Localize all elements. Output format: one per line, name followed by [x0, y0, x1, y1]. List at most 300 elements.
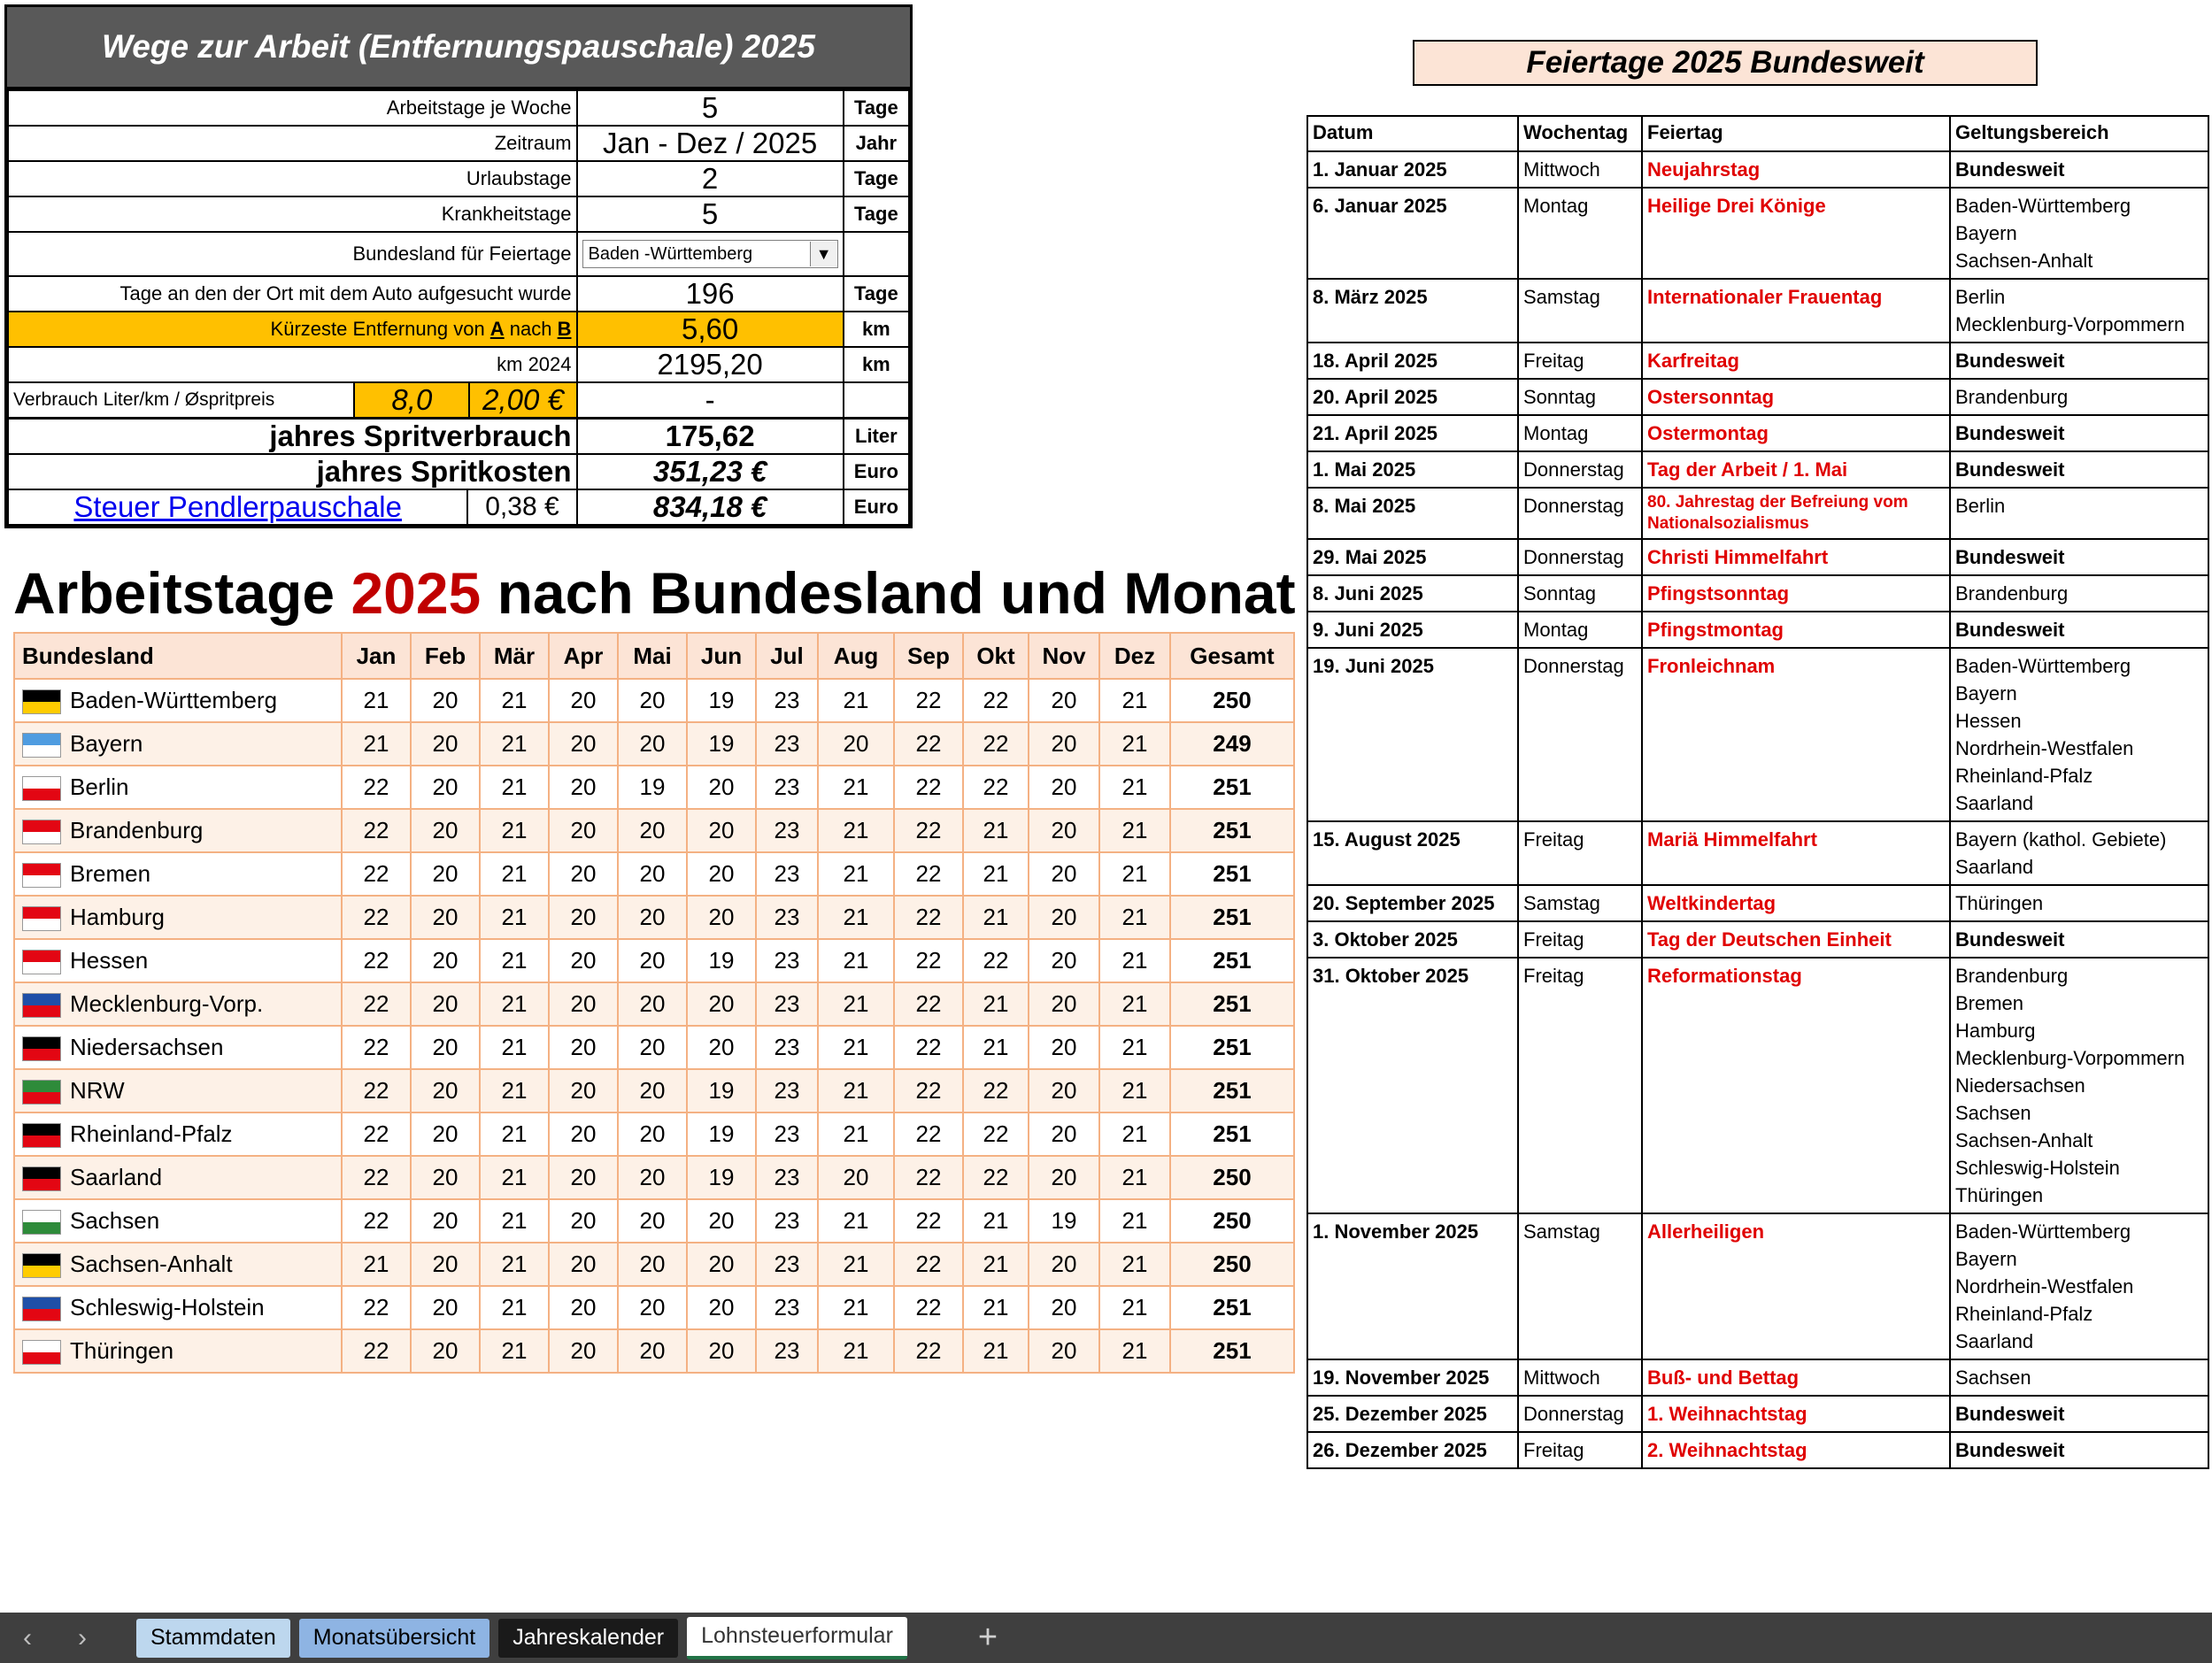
- holiday-date: 6. Januar 2025: [1307, 188, 1518, 279]
- table-row: [1307, 415, 2208, 451]
- month-value: 20: [411, 1113, 480, 1156]
- spritkosten-value: 351,23 €: [577, 454, 844, 489]
- month-value: 20: [687, 852, 756, 896]
- month-value: 20: [549, 766, 618, 809]
- column-header: Feb: [411, 633, 480, 679]
- month-value: 22: [342, 1026, 411, 1069]
- table-row: [1307, 1213, 2208, 1359]
- month-value: 21: [480, 1026, 549, 1069]
- holiday-scope: [1950, 151, 2208, 188]
- month-value: 20: [411, 896, 480, 939]
- add-sheet-icon[interactable]: +: [977, 1619, 998, 1656]
- month-value: 20: [1029, 679, 1099, 722]
- flag-icon: [22, 1166, 61, 1191]
- total-value: 250: [1170, 679, 1294, 722]
- workdays-heading: [13, 559, 1296, 627]
- month-value: 20: [549, 722, 618, 766]
- month-value: 20: [1029, 1069, 1099, 1113]
- month-value: 21: [480, 896, 549, 939]
- table-row: [1307, 1359, 2208, 1396]
- month-value: 21: [1099, 1329, 1170, 1373]
- bundesland-cell: [14, 1156, 342, 1199]
- calc-unit: Tage: [844, 161, 909, 196]
- month-value: 22: [342, 939, 411, 982]
- flag-icon: [22, 1080, 61, 1105]
- scope-item: Rheinland-Pfalz: [1955, 765, 2093, 787]
- table-row: [1307, 451, 2208, 488]
- calc-row-distance: [8, 312, 909, 347]
- month-value: 21: [818, 852, 894, 896]
- distance-label-text: Kürzeste Entfernung von: [270, 318, 490, 340]
- scope-item: Niedersachsen: [1955, 1074, 2085, 1097]
- tab-stammdaten[interactable]: Stammdaten: [136, 1619, 290, 1658]
- holiday-date: 18. April 2025: [1307, 343, 1518, 379]
- empty-cell: [844, 232, 909, 276]
- month-value: 21: [818, 679, 894, 722]
- month-value: 23: [756, 1156, 818, 1199]
- table-row: [1307, 279, 2208, 343]
- holiday-weekday: Mittwoch: [1518, 1359, 1642, 1396]
- bundesland-selected: Baden -Württemberg: [588, 243, 753, 264]
- spritpreis-input[interactable]: 2,00 €: [469, 383, 575, 417]
- month-value: 21: [1099, 1069, 1170, 1113]
- spritverbrauch-label: jahres Spritverbrauch: [8, 419, 577, 455]
- bundesland-cell: [14, 982, 342, 1026]
- month-value: 20: [1029, 809, 1099, 852]
- calc-input-distance[interactable]: 5,60: [577, 312, 844, 347]
- bundesland-name: Berlin: [70, 773, 129, 800]
- holiday-scope: [1950, 921, 2208, 958]
- month-value: 20: [687, 1243, 756, 1286]
- month-value: 20: [411, 1199, 480, 1243]
- bundesland-name: Bremen: [70, 859, 151, 887]
- calc-input-arbeitstage[interactable]: 5: [577, 90, 844, 126]
- calc-label: Krankheitstage: [8, 196, 577, 232]
- holiday-weekday: Montag: [1518, 612, 1642, 648]
- month-value: 20: [687, 1286, 756, 1329]
- month-value: 22: [342, 1113, 411, 1156]
- holiday-name: Internationaler Frauentag: [1642, 279, 1950, 343]
- month-value: 21: [963, 896, 1029, 939]
- month-value: 21: [1099, 1156, 1170, 1199]
- month-value: 21: [480, 679, 549, 722]
- month-value: 21: [963, 852, 1029, 896]
- month-value: 20: [618, 1243, 687, 1286]
- prev-sheet-icon[interactable]: ‹: [23, 1622, 32, 1652]
- holiday-date: 26. Dezember 2025: [1307, 1432, 1518, 1468]
- calc-row-krank: [8, 196, 909, 232]
- spritverbrauch-value: 175,62: [577, 419, 844, 455]
- verbrauch-subrow: [9, 383, 576, 417]
- scope-item: Rheinland-Pfalz: [1955, 1303, 2093, 1325]
- distance-point-a: A: [489, 318, 505, 340]
- month-value: 20: [1029, 1286, 1099, 1329]
- month-value: 21: [1099, 809, 1170, 852]
- holiday-name: Ostersonntag: [1642, 379, 1950, 415]
- table-row: [14, 1113, 1294, 1156]
- scope-item: Thüringen: [1955, 892, 2044, 914]
- tab-jahreskalender[interactable]: Jahreskalender: [498, 1619, 678, 1658]
- scope-item: Bundesweit: [1955, 1439, 2065, 1461]
- holiday-weekday: Freitag: [1518, 921, 1642, 958]
- month-value: 20: [1029, 1156, 1099, 1199]
- month-value: 22: [963, 679, 1029, 722]
- bundesland-name: Brandenburg: [70, 816, 204, 843]
- month-value: 23: [756, 939, 818, 982]
- calculator-table: [7, 89, 910, 526]
- holiday-date: 9. Juni 2025: [1307, 612, 1518, 648]
- flag-icon: [22, 689, 61, 714]
- bundesland-name: Hamburg: [70, 903, 165, 930]
- holiday-weekday: Donnerstag: [1518, 1396, 1642, 1432]
- bundesland-name: NRW: [70, 1076, 125, 1104]
- holiday-date: 20. September 2025: [1307, 885, 1518, 921]
- scope-item: Hessen: [1955, 710, 2022, 732]
- holiday-date: 8. März 2025: [1307, 279, 1518, 343]
- holiday-weekday: Freitag: [1518, 1432, 1642, 1468]
- flag-icon: [22, 1297, 61, 1321]
- flag-icon: [22, 993, 61, 1018]
- tab-lohnsteuerformular[interactable]: Lohnsteuerformular: [687, 1617, 907, 1659]
- month-value: 22: [342, 896, 411, 939]
- calc-unit: Tage: [844, 196, 909, 232]
- calc-input-urlaubstage[interactable]: 2: [577, 161, 844, 196]
- month-value: 22: [963, 939, 1029, 982]
- total-value: 251: [1170, 1286, 1294, 1329]
- month-value: 20: [618, 896, 687, 939]
- bundesland-name: Hessen: [70, 946, 149, 974]
- month-value: 23: [756, 722, 818, 766]
- month-value: 20: [687, 1199, 756, 1243]
- month-value: 21: [1099, 1199, 1170, 1243]
- month-value: 21: [818, 939, 894, 982]
- scope-item: Hamburg: [1955, 1020, 2036, 1042]
- flag-icon: [22, 1036, 61, 1061]
- holiday-scope: [1950, 648, 2208, 821]
- month-value: 20: [1029, 1026, 1099, 1069]
- month-value: 20: [549, 1199, 618, 1243]
- scope-item: Baden-Württemberg: [1955, 1220, 2131, 1243]
- calc-unit: km: [844, 312, 909, 347]
- bundesland-cell: [14, 1026, 342, 1069]
- steuer-subtable: [9, 490, 576, 524]
- holiday-weekday: Donnerstag: [1518, 539, 1642, 575]
- calc-input-zeitraum[interactable]: Jan - Dez / 2025: [577, 126, 844, 161]
- holiday-name: Weltkindertag: [1642, 885, 1950, 921]
- bundesland-cell: [14, 1113, 342, 1156]
- column-header: Mai: [618, 633, 687, 679]
- table-row: [14, 722, 1294, 766]
- table-row: [1307, 151, 2208, 188]
- total-value: 250: [1170, 1243, 1294, 1286]
- bundesland-cell: [14, 1329, 342, 1373]
- month-value: 22: [894, 1026, 963, 1069]
- month-value: 20: [618, 982, 687, 1026]
- total-value: 251: [1170, 1113, 1294, 1156]
- bundesland-cell: [14, 679, 342, 722]
- month-value: 21: [1099, 1243, 1170, 1286]
- month-value: 21: [963, 1286, 1029, 1329]
- month-value: 21: [342, 1243, 411, 1286]
- calc-unit: Jahr: [844, 126, 909, 161]
- month-value: 21: [818, 1199, 894, 1243]
- steuer-pendlerpauschale-link[interactable]: Steuer Pendlerpauschale: [9, 490, 467, 524]
- flag-icon: [22, 906, 61, 931]
- holiday-date: 1. Mai 2025: [1307, 451, 1518, 488]
- holiday-weekday: Freitag: [1518, 821, 1642, 885]
- column-header: Mär: [480, 633, 549, 679]
- table-row: [1307, 921, 2208, 958]
- flag-icon: [22, 820, 61, 844]
- table-row: [1307, 648, 2208, 821]
- scope-item: Bundesweit: [1955, 546, 2065, 568]
- verbrauch-label: Verbrauch Liter/km / Øspritpreis: [9, 383, 354, 417]
- holiday-name: Tag der Arbeit / 1. Mai: [1642, 451, 1950, 488]
- column-header: Feiertag: [1642, 116, 1950, 151]
- month-value: 22: [342, 1156, 411, 1199]
- month-value: 22: [963, 1069, 1029, 1113]
- calc-label: Bundesland für Feiertage: [8, 232, 577, 276]
- month-value: 23: [756, 766, 818, 809]
- holiday-weekday: Freitag: [1518, 958, 1642, 1213]
- table-row: [1307, 821, 2208, 885]
- calc-unit: Euro: [844, 454, 909, 489]
- table-row: [14, 896, 1294, 939]
- distance-point-b: B: [557, 318, 572, 340]
- scope-item: Bayern: [1955, 222, 2017, 244]
- steuer-rate: 0,38 €: [485, 492, 559, 521]
- holiday-name: Heilige Drei Könige: [1642, 188, 1950, 279]
- table-row: [1307, 343, 2208, 379]
- steuer-cell: [8, 489, 577, 525]
- next-sheet-icon[interactable]: ›: [78, 1622, 87, 1652]
- table-row: [14, 939, 1294, 982]
- bundesland-name: Rheinland-Pfalz: [70, 1120, 233, 1147]
- month-value: 20: [618, 1069, 687, 1113]
- month-value: 19: [687, 679, 756, 722]
- scope-item: Thüringen: [1955, 1184, 2044, 1206]
- column-header: Sep: [894, 633, 963, 679]
- holiday-name: Allerheiligen: [1642, 1213, 1950, 1359]
- holiday-date: 1. November 2025: [1307, 1213, 1518, 1359]
- month-value: 19: [687, 1156, 756, 1199]
- holiday-scope: [1950, 279, 2208, 343]
- total-value: 251: [1170, 1026, 1294, 1069]
- total-value: 251: [1170, 1329, 1294, 1373]
- month-value: 20: [618, 1329, 687, 1373]
- month-value: 19: [618, 766, 687, 809]
- holiday-name: 1. Weihnachtstag: [1642, 1396, 1950, 1432]
- column-header: Jul: [756, 633, 818, 679]
- month-value: 22: [894, 1286, 963, 1329]
- flag-icon: [22, 950, 61, 974]
- month-value: 20: [618, 1026, 687, 1069]
- flag-icon: [22, 1340, 61, 1365]
- month-value: 20: [618, 1113, 687, 1156]
- month-value: 23: [756, 1026, 818, 1069]
- month-value: 21: [963, 1243, 1029, 1286]
- scope-item: Berlin: [1955, 495, 2006, 517]
- table-row: [1307, 1396, 2208, 1432]
- verbrauch-subtable: [9, 383, 576, 417]
- month-value: 21: [480, 1069, 549, 1113]
- month-value: 20: [618, 1286, 687, 1329]
- holiday-name: Neujahrstag: [1642, 151, 1950, 188]
- holiday-scope: [1950, 415, 2208, 451]
- spritkosten-label: jahres Spritkosten: [8, 454, 577, 489]
- flag-icon: [22, 733, 61, 758]
- bundesland-cell: [14, 1286, 342, 1329]
- table-row: [14, 1156, 1294, 1199]
- month-value: 20: [618, 679, 687, 722]
- calc-label: Tage an den der Ort mit dem Auto aufgesucht wurde: [8, 276, 577, 312]
- month-value: 20: [1029, 982, 1099, 1026]
- bundesland-name: Sachsen-Anhalt: [70, 1250, 233, 1277]
- scope-item: Bayern (kathol. Gebiete): [1955, 828, 2167, 851]
- bundesland-cell: [14, 1069, 342, 1113]
- total-value: 249: [1170, 722, 1294, 766]
- holiday-scope: [1950, 488, 2208, 539]
- holidays-header-row: [1307, 116, 2208, 151]
- month-value: 22: [894, 896, 963, 939]
- month-value: 19: [687, 1113, 756, 1156]
- scope-item: Bayern: [1955, 1248, 2017, 1270]
- column-header: Okt: [963, 633, 1029, 679]
- bundesland-name: Mecklenburg-Vorp.: [70, 989, 264, 1017]
- table-row: [14, 1286, 1294, 1329]
- month-value: 20: [618, 809, 687, 852]
- distance-label-text: nach: [504, 318, 558, 340]
- holiday-name: Reformationstag: [1642, 958, 1950, 1213]
- month-value: 21: [480, 1329, 549, 1373]
- holiday-scope: [1950, 958, 2208, 1213]
- month-value: 20: [1029, 939, 1099, 982]
- bundesland-dropdown[interactable]: [582, 240, 838, 268]
- column-header: Geltungsbereich: [1950, 116, 2208, 151]
- steuer-value: 834,18 €: [577, 489, 844, 525]
- month-value: 21: [480, 1243, 549, 1286]
- holiday-name: 2. Weihnachtstag: [1642, 1432, 1950, 1468]
- month-value: 20: [411, 1329, 480, 1373]
- scope-item: Bundesweit: [1955, 619, 2065, 641]
- month-value: 23: [756, 809, 818, 852]
- holiday-date: 8. Mai 2025: [1307, 488, 1518, 539]
- month-value: 21: [480, 766, 549, 809]
- holiday-date: 19. Juni 2025: [1307, 648, 1518, 821]
- month-value: 20: [818, 722, 894, 766]
- holidays-title: Feiertage 2025 Bundesweit: [1413, 40, 2038, 86]
- bundesland-name: Bayern: [70, 729, 143, 757]
- table-row: [1307, 885, 2208, 921]
- chevron-down-icon[interactable]: ▼: [810, 242, 837, 266]
- bundesland-cell: [14, 722, 342, 766]
- total-value: 251: [1170, 766, 1294, 809]
- holiday-name: Karfreitag: [1642, 343, 1950, 379]
- month-value: 22: [963, 766, 1029, 809]
- calc-input-krankheitstage[interactable]: 5: [577, 196, 844, 232]
- month-value: 20: [411, 982, 480, 1026]
- scope-item: Mecklenburg-Vorpommern: [1955, 1047, 2185, 1069]
- bundesland-cell: [577, 232, 844, 276]
- table-row: [14, 809, 1294, 852]
- month-value: 22: [894, 1329, 963, 1373]
- month-value: 22: [342, 852, 411, 896]
- month-value: 23: [756, 852, 818, 896]
- column-header-bundesland: Bundesland: [14, 633, 342, 679]
- total-value: 251: [1170, 1069, 1294, 1113]
- holiday-weekday: Samstag: [1518, 885, 1642, 921]
- flag-icon: [22, 1253, 61, 1278]
- tab-monatsuebersicht[interactable]: Monatsübersicht: [299, 1619, 489, 1658]
- scope-item: Bundesweit: [1955, 1403, 2065, 1425]
- month-value: 20: [549, 1329, 618, 1373]
- month-value: 20: [411, 1156, 480, 1199]
- month-value: 22: [894, 1113, 963, 1156]
- total-value: 251: [1170, 809, 1294, 852]
- column-header: Jan: [342, 633, 411, 679]
- holiday-scope: [1950, 1432, 2208, 1468]
- bundesland-cell: [14, 809, 342, 852]
- holiday-weekday: Sonntag: [1518, 575, 1642, 612]
- total-value: 250: [1170, 1199, 1294, 1243]
- month-value: 23: [756, 1243, 818, 1286]
- month-value: 20: [549, 809, 618, 852]
- holiday-date: 8. Juni 2025: [1307, 575, 1518, 612]
- month-value: 21: [480, 1156, 549, 1199]
- month-value: 21: [342, 679, 411, 722]
- month-value: 21: [342, 722, 411, 766]
- month-value: 22: [894, 982, 963, 1026]
- month-value: 20: [687, 1329, 756, 1373]
- verbrauch-input[interactable]: 8,0: [354, 383, 469, 417]
- table-row: [1307, 379, 2208, 415]
- scope-item: Baden-Württemberg: [1955, 195, 2131, 217]
- holiday-date: 3. Oktober 2025: [1307, 921, 1518, 958]
- month-value: 20: [687, 982, 756, 1026]
- month-value: 20: [411, 766, 480, 809]
- flag-icon: [22, 1123, 61, 1148]
- bundesland-name: Niedersachsen: [70, 1033, 224, 1060]
- calc-row-steuer: [8, 489, 909, 525]
- month-value: 19: [1029, 1199, 1099, 1243]
- month-value: 21: [1099, 1026, 1170, 1069]
- table-row: [1307, 1432, 2208, 1468]
- calc-value-km: 2195,20: [577, 347, 844, 382]
- holiday-scope: [1950, 343, 2208, 379]
- bundesland-name: Schleswig-Holstein: [70, 1293, 265, 1320]
- scope-item: Bundesweit: [1955, 458, 2065, 481]
- flag-icon: [22, 863, 61, 888]
- scope-item: Bremen: [1955, 992, 2024, 1014]
- month-value: 23: [756, 1069, 818, 1113]
- month-value: 22: [342, 1069, 411, 1113]
- table-row: [1307, 575, 2208, 612]
- holiday-weekday: Sonntag: [1518, 379, 1642, 415]
- month-value: 20: [1029, 1329, 1099, 1373]
- month-value: 21: [963, 1329, 1029, 1373]
- holiday-weekday: Mittwoch: [1518, 151, 1642, 188]
- holidays-body: [1307, 151, 2208, 1468]
- month-value: 23: [756, 1113, 818, 1156]
- month-value: 23: [756, 1199, 818, 1243]
- column-header: Gesamt: [1170, 633, 1294, 679]
- bundesland-cell: [14, 766, 342, 809]
- month-value: 20: [411, 809, 480, 852]
- month-value: 20: [618, 1199, 687, 1243]
- month-value: 22: [342, 809, 411, 852]
- month-value: 21: [963, 982, 1029, 1026]
- month-value: 21: [818, 1069, 894, 1113]
